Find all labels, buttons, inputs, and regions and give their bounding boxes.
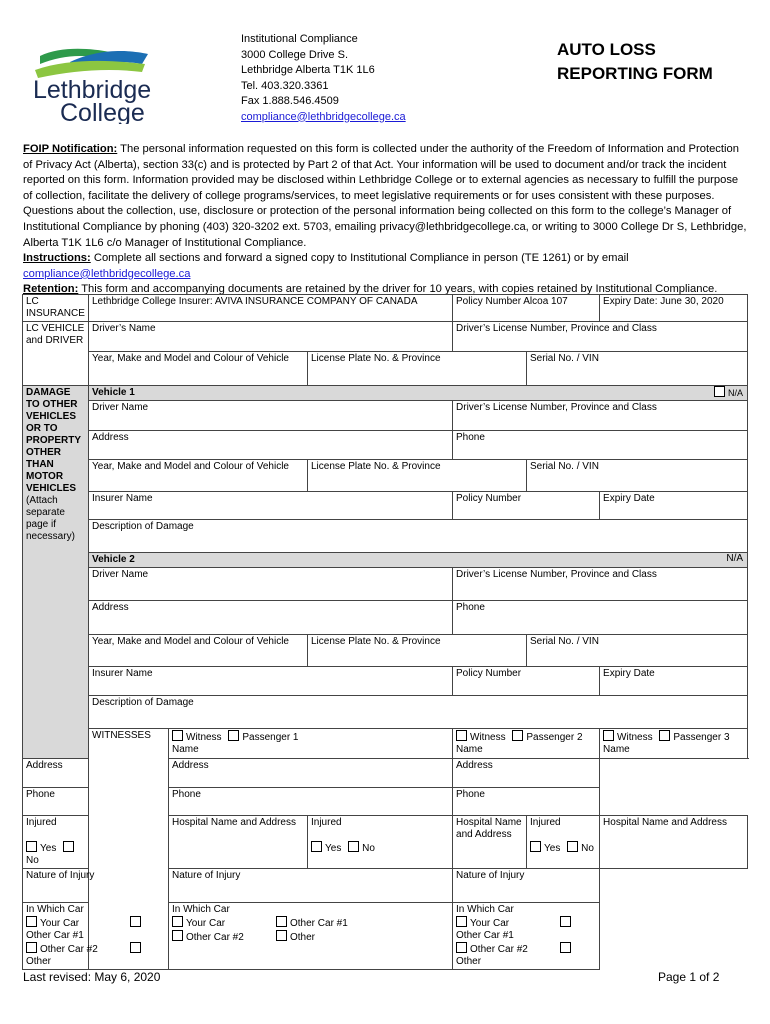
field-label: Driver Name xyxy=(92,569,149,580)
na-label: N/A xyxy=(728,388,744,398)
checkbox-label: Yes xyxy=(40,843,57,854)
field-label: Address xyxy=(92,432,129,443)
field-label: Phone xyxy=(456,789,485,800)
w2-which-car-field[interactable] xyxy=(169,903,453,970)
vehicle2-header xyxy=(89,553,748,568)
field-label: Expiry Date xyxy=(603,668,655,679)
field-label: Policy Number xyxy=(456,493,522,504)
field-label: Year, Make and Model and Colour of Vehicle xyxy=(92,461,289,472)
field-label: Driver’s Name xyxy=(92,323,156,334)
checkbox-label: Other Car #2 xyxy=(186,932,244,943)
w3-which-car-field[interactable] xyxy=(453,903,600,970)
checkbox-label: Witness xyxy=(617,732,653,743)
field-label: Address xyxy=(26,760,63,771)
w1-phone-field[interactable] xyxy=(23,788,169,816)
field-label: Expiry Date xyxy=(603,493,655,504)
lc-insurer-text: Lethbridge College Insurer: AVIVA INSURANCE COMPANY OF CANADA xyxy=(89,295,453,322)
w3-phone-field[interactable] xyxy=(453,788,600,816)
checkbox-label: No xyxy=(362,843,375,854)
w1-other-car2-checkbox[interactable] xyxy=(26,942,37,953)
field-label: Hospital Name and Address xyxy=(603,817,727,828)
w3-witness-checkbox[interactable] xyxy=(603,730,614,741)
field-label: Year, Make and Model and Colour of Vehicle xyxy=(92,353,289,364)
compliance-email-link[interactable]: compliance@lethbridgecollege.ca xyxy=(241,110,406,123)
address-line: Institutional Compliance xyxy=(241,33,358,45)
field-label: Insurer Name xyxy=(92,668,153,679)
vehicle1-header xyxy=(89,386,748,401)
instructions-text: Complete all sections and forward a signed copy to Institutional Compliance in person (TE 1261) or by email xyxy=(90,252,629,265)
w2-injured-no-checkbox[interactable] xyxy=(348,841,359,852)
w1-witness-checkbox[interactable] xyxy=(172,730,183,741)
instructions-email-link[interactable]: compliance@lethbridgecollege.ca xyxy=(23,267,191,280)
last-revised: Last revised: May 6, 2020 xyxy=(23,970,161,984)
checkbox-label: Other Car #1 xyxy=(456,930,514,941)
page-number: Page 1 of 2 xyxy=(658,970,720,984)
vehicle2-title: Vehicle 2 xyxy=(92,554,135,565)
v2-policy-field[interactable] xyxy=(453,667,600,696)
field-label: Policy Number xyxy=(456,668,522,679)
field-label: Insurer Name xyxy=(92,493,153,504)
v1-expiry-field[interactable] xyxy=(600,492,748,520)
vehicle1-na-checkbox[interactable] xyxy=(714,386,725,397)
v1-address-field[interactable] xyxy=(89,431,453,460)
v2-driver-name-field[interactable] xyxy=(89,568,453,601)
logo-text-line1: Lethbridge xyxy=(33,76,152,104)
v2-expiry-field[interactable] xyxy=(600,667,748,696)
vehicle1-na[interactable] xyxy=(714,386,743,399)
field-label: Driver’s License Number, Province and Class xyxy=(456,569,657,580)
v2-serial-field[interactable] xyxy=(527,635,748,667)
field-label: Nature of Injury xyxy=(26,870,95,881)
v1-policy-field[interactable] xyxy=(453,492,600,520)
w3-injured-field[interactable] xyxy=(527,816,600,869)
checkbox-label: Other Car #2 xyxy=(40,944,98,955)
field-label: Year, Make and Model and Colour of Vehicle xyxy=(92,636,289,647)
w1-which-car-field[interactable] xyxy=(23,903,169,970)
field-label: Injured xyxy=(26,817,57,828)
vehicle2-na[interactable]: N/A xyxy=(726,553,744,564)
field-label: Driver’s License Number, Province and Class xyxy=(456,323,657,334)
lc-plate-field[interactable] xyxy=(308,352,527,386)
w2-your-car-checkbox[interactable] xyxy=(172,916,183,927)
field-label: Injured xyxy=(530,817,561,828)
field-label: Phone xyxy=(26,789,55,800)
w2-other-car2-checkbox[interactable] xyxy=(172,930,183,941)
field-label: Driver Name xyxy=(92,402,149,413)
checkbox-label: Your Car xyxy=(186,918,226,929)
address-block xyxy=(241,32,406,125)
w2-phone-field[interactable] xyxy=(169,788,453,816)
v2-damage-desc-field[interactable] xyxy=(89,696,748,729)
retention-text: This form and accompanying documents are retained by the driver for 10 years, with copies retained by Institutional Compliance. xyxy=(78,283,718,296)
field-label: Phone xyxy=(456,432,485,443)
w3-other-car2-checkbox[interactable] xyxy=(456,942,467,953)
section-witnesses: WITNESSES xyxy=(89,729,169,970)
checkbox-label: Other xyxy=(456,956,482,967)
w2-other-checkbox[interactable] xyxy=(276,930,287,941)
address-line: 3000 College Drive S. xyxy=(241,48,349,61)
w2-injured-field[interactable] xyxy=(308,816,453,869)
vehicle1-title: Vehicle 1 xyxy=(92,387,135,398)
w1-other-car1-checkbox[interactable] xyxy=(130,916,141,927)
checkbox-label: Other Car #2 xyxy=(470,944,528,955)
v1-plate-field[interactable] xyxy=(308,460,527,492)
v1-serial-field[interactable] xyxy=(527,460,748,492)
field-label: Driver’s License Number, Province and Class xyxy=(456,402,657,413)
field-label: Address xyxy=(172,760,209,771)
address-fax: Fax 1.888.546.4509 xyxy=(241,95,339,107)
lc-expiry-date: Expiry Date: June 30, 2020 xyxy=(600,295,748,322)
field-label: Serial No. / VIN xyxy=(530,636,599,647)
foip-label: FOIP Notification: xyxy=(23,143,118,155)
address-phone: Tel. 403.320.3361 xyxy=(241,79,329,92)
v1-driver-name-field[interactable] xyxy=(89,401,453,431)
lc-license-number-field[interactable] xyxy=(453,322,748,352)
field-label: Name xyxy=(603,744,630,755)
v2-vehicle-desc-field[interactable] xyxy=(89,635,308,667)
field-label: Hospital Name and Address xyxy=(172,817,296,828)
w3-injured-yes-checkbox[interactable] xyxy=(530,841,541,852)
w3-injured-no-checkbox[interactable] xyxy=(567,841,578,852)
checkbox-label: Other xyxy=(26,956,52,967)
w3-hospital-field[interactable] xyxy=(600,816,748,869)
checkbox-label: Passenger 2 xyxy=(526,732,583,743)
logo-text-line2: College xyxy=(60,99,145,124)
v1-license-field[interactable] xyxy=(453,401,748,431)
field-label: License Plate No. & Province xyxy=(311,636,441,647)
section-damage-label: DAMAGE TO OTHER VEHICLES OR TO PROPERTY OTHER THAN MOTOR VEHICLES xyxy=(26,387,81,494)
v2-insurer-field[interactable] xyxy=(89,667,453,696)
field-label: Serial No. / VIN xyxy=(530,353,599,364)
w2-other-car1-checkbox[interactable] xyxy=(276,916,287,927)
v1-vehicle-desc-field[interactable] xyxy=(89,460,308,492)
field-label: Name xyxy=(172,744,199,755)
checkbox-label: Other Car #1 xyxy=(26,930,84,941)
w1-injured-no-checkbox[interactable] xyxy=(63,841,74,852)
w2-nature-field[interactable] xyxy=(169,869,453,903)
field-label: In Which Car xyxy=(172,904,230,915)
checkbox-label: Witness xyxy=(186,732,222,743)
v2-license-field[interactable] xyxy=(453,568,748,601)
logo-graphic xyxy=(30,44,155,124)
w2-injured-yes-checkbox[interactable] xyxy=(311,841,322,852)
checkbox-label: No xyxy=(581,843,594,854)
v2-address-field[interactable] xyxy=(89,601,453,635)
w1-your-car-checkbox[interactable] xyxy=(26,916,37,927)
form-title xyxy=(557,38,713,86)
w1-hospital-field[interactable] xyxy=(169,816,308,869)
v2-phone-field[interactable] xyxy=(453,601,748,635)
foip-notification xyxy=(23,142,748,298)
checkbox-label: Other xyxy=(290,932,316,943)
w3-name-field[interactable] xyxy=(600,729,748,759)
checkbox-label: Passenger 3 xyxy=(673,732,730,743)
v2-plate-field[interactable] xyxy=(308,635,527,667)
w2-passenger-checkbox[interactable] xyxy=(512,730,523,741)
w1-nature-field[interactable] xyxy=(23,869,169,903)
lc-vehicle-desc-field[interactable] xyxy=(89,352,308,386)
lc-serial-field[interactable] xyxy=(527,352,748,386)
w2-hospital-field[interactable] xyxy=(453,816,527,869)
foip-text: The personal information requested on this form is collected under the authority of the Freedom of Information and Protection of Privacy Act (Alberta), section 33(c) and is protected by Part 2 of that Act. Your information will be used to document and/or track the incident reported on this form. Information provided may be disclosed within Lethbridge College or to external agencies as necessary to fulfill the purpose of collection, facilitate the delivery of college programs/services, to meet legislative requirements or for uses consistent with these purposes. Questions about the collection, use, disclosure or protection of the personal information being collected on this form to the college’s Manager of Institutional Compliance by phoning (403) 320-3202 ext. 5703, emailing privacy@lethbridgecollege.ca, or writing to 3000 College Dr S, Lethbridge, Alberta T1K 1L6 c/o Manager of Institutional Compliance. xyxy=(23,143,747,249)
field-label: Hospital Name and Address xyxy=(456,817,522,840)
w3-other-car1-checkbox[interactable] xyxy=(560,916,571,927)
checkbox-label: Yes xyxy=(325,843,342,854)
field-label: Nature of Injury xyxy=(172,870,241,881)
w1-other-checkbox[interactable] xyxy=(130,942,141,953)
checkbox-label: Passenger 1 xyxy=(242,732,299,743)
v1-insurer-field[interactable] xyxy=(89,492,453,520)
field-label: Phone xyxy=(456,602,485,613)
retention-label: Retention: xyxy=(23,283,79,296)
section-lc-vehicle-driver: LC VEHICLE and DRIVER xyxy=(23,322,89,386)
v1-phone-field[interactable] xyxy=(453,431,748,460)
field-label: Name xyxy=(456,744,483,755)
field-label: License Plate No. & Province xyxy=(311,461,441,472)
section-lc-insurance: LC INSURANCE xyxy=(23,295,89,322)
form-title-line1: AUTO LOSS xyxy=(557,40,656,59)
w3-address-field[interactable] xyxy=(453,759,600,788)
field-label: In Which Car xyxy=(456,904,514,915)
checkbox-label: No xyxy=(26,855,39,866)
checkbox-label: Yes xyxy=(544,843,561,854)
form-title-line2: REPORTING FORM xyxy=(557,64,713,83)
section-damage-other xyxy=(23,386,89,759)
checkbox-label: Witness xyxy=(470,732,506,743)
v1-damage-desc-field[interactable] xyxy=(89,520,748,553)
lc-policy-number: Policy Number Alcoa 107 xyxy=(453,295,600,322)
field-label: Description of Damage xyxy=(92,521,194,532)
w3-passenger-checkbox[interactable] xyxy=(659,730,670,741)
section-damage-note: (Attach separate page if necessary) xyxy=(26,495,75,542)
field-label: Address xyxy=(456,760,493,771)
w2-witness-checkbox[interactable] xyxy=(456,730,467,741)
lc-drivers-name-field[interactable] xyxy=(89,322,453,352)
w3-your-car-checkbox[interactable] xyxy=(456,916,467,927)
w2-address-field[interactable] xyxy=(169,759,453,788)
field-label: Serial No. / VIN xyxy=(530,461,599,472)
instructions-label: Instructions: xyxy=(23,252,91,265)
w1-name-field[interactable] xyxy=(169,729,453,759)
w3-nature-field[interactable] xyxy=(453,869,600,903)
checkbox-label: Other Car #1 xyxy=(290,918,348,929)
w2-name-field[interactable] xyxy=(453,729,600,759)
w3-other-checkbox[interactable] xyxy=(560,942,571,953)
college-logo xyxy=(30,44,155,124)
field-label: Nature of Injury xyxy=(456,870,525,881)
checkbox-label: Your Car xyxy=(470,918,510,929)
field-label: License Plate No. & Province xyxy=(311,353,441,364)
w1-passenger-checkbox[interactable] xyxy=(228,730,239,741)
field-label: Phone xyxy=(172,789,201,800)
field-label: Injured xyxy=(311,817,342,828)
field-label: In Which Car xyxy=(26,904,84,915)
w1-injured-field[interactable] xyxy=(23,816,89,869)
auto-loss-form-table xyxy=(22,294,748,970)
w1-address-field[interactable] xyxy=(23,759,169,788)
w1-injured-yes-checkbox[interactable] xyxy=(26,841,37,852)
field-label: Description of Damage xyxy=(92,697,194,708)
field-label: Address xyxy=(92,602,129,613)
checkbox-label: Your Car xyxy=(40,918,80,929)
address-line: Lethbridge Alberta T1K 1L6 xyxy=(241,64,375,76)
